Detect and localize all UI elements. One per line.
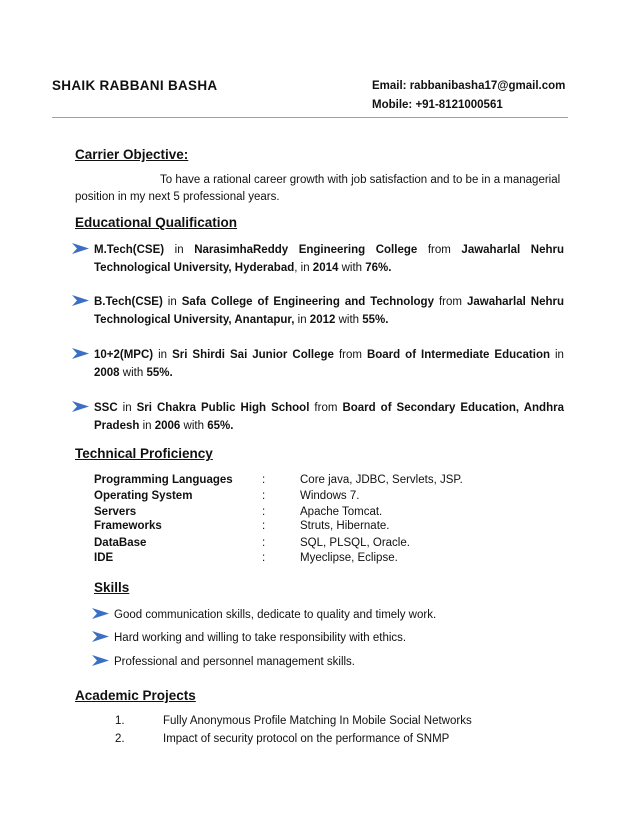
objective-line-2: position in my next 5 professional years. bbox=[75, 191, 280, 203]
skill-text: Hard working and willing to take responsibility with ethics. bbox=[114, 632, 407, 644]
objective-heading: Carrier Objective: bbox=[75, 147, 189, 162]
skill-text: Good communication skills, dedicate to quality and timely work. bbox=[114, 609, 437, 621]
project-number: 2. bbox=[115, 733, 125, 745]
tech-value: Apache Tomcat. bbox=[300, 506, 383, 518]
project-title: Impact of security protocol on the performance of SNMP bbox=[163, 733, 450, 745]
skill-item bbox=[92, 606, 552, 624]
arrow-bullet-icon bbox=[92, 608, 109, 619]
tech-colon: : bbox=[262, 490, 266, 502]
objective-line-1: To have a rational career growth with job satisfaction and to be in a managerial bbox=[160, 174, 561, 186]
tech-label: DataBase bbox=[94, 537, 147, 549]
education-text: 10+2(MPC) in Sri Shirdi Sai Junior College from Board of Intermediate Education in 2008 with 55%. bbox=[94, 349, 564, 379]
tech-value: Core java, JDBC, Servlets, JSP. bbox=[300, 474, 463, 486]
education-item bbox=[72, 293, 564, 333]
tech-colon: : bbox=[262, 552, 266, 564]
tech-label: Servers bbox=[94, 506, 137, 518]
arrow-bullet-icon bbox=[72, 348, 89, 359]
technical-heading: Technical Proficiency bbox=[75, 446, 213, 461]
candidate-name: SHAIK RABBANI BASHA bbox=[52, 78, 218, 93]
arrow-bullet-icon bbox=[72, 295, 89, 306]
education-text: M.Tech(CSE) in NarasimhaReddy Engineering College from Jawaharlal Nehru Technological University, Hyderabad, in 2014 with 76%. bbox=[94, 244, 565, 274]
education-text: SSC in Sri Chakra Public High School from Board of Secondary Education, Andhra Pradesh in 2006 with 65%. bbox=[94, 402, 564, 432]
arrow-bullet-icon bbox=[92, 655, 109, 666]
skill-item bbox=[92, 629, 552, 647]
skill-text: Professional and personnel management skills. bbox=[114, 656, 355, 668]
skills-heading: Skills bbox=[94, 580, 130, 595]
education-item bbox=[72, 399, 564, 439]
education-item bbox=[72, 241, 564, 281]
arrow-bullet-icon bbox=[92, 631, 109, 642]
tech-value: SQL, PLSQL, Oracle. bbox=[300, 537, 410, 549]
tech-label: Operating System bbox=[94, 490, 193, 502]
contact-mobile: Mobile: +91-8121000561 bbox=[372, 99, 503, 111]
tech-label: IDE bbox=[94, 552, 114, 564]
tech-value: Windows 7. bbox=[300, 490, 360, 502]
tech-label: Frameworks bbox=[94, 520, 162, 532]
skill-item bbox=[92, 653, 552, 671]
project-number: 1. bbox=[115, 715, 125, 727]
tech-value: Struts, Hibernate. bbox=[300, 520, 390, 532]
tech-label: Programming Languages bbox=[94, 474, 233, 486]
education-text: B.Tech(CSE) in Safa College of Engineering and Technology from Jawaharlal Nehru Technological University, Anantapur, in 2012 with 55%. bbox=[94, 296, 564, 326]
tech-colon: : bbox=[262, 537, 266, 549]
project-title: Fully Anonymous Profile Matching In Mobile Social Networks bbox=[163, 715, 472, 727]
education-heading: Educational Qualification bbox=[75, 215, 238, 230]
arrow-bullet-icon bbox=[72, 243, 89, 254]
header-divider bbox=[52, 117, 568, 118]
tech-colon: : bbox=[262, 520, 266, 532]
tech-colon: : bbox=[262, 474, 266, 486]
contact-email: Email: rabbanibasha17@gmail.com bbox=[372, 80, 566, 92]
tech-colon: : bbox=[262, 506, 266, 518]
education-item bbox=[72, 346, 564, 386]
arrow-bullet-icon bbox=[72, 401, 89, 412]
projects-heading: Academic Projects bbox=[75, 688, 196, 703]
tech-value: Myeclipse, Eclipse. bbox=[300, 552, 398, 564]
